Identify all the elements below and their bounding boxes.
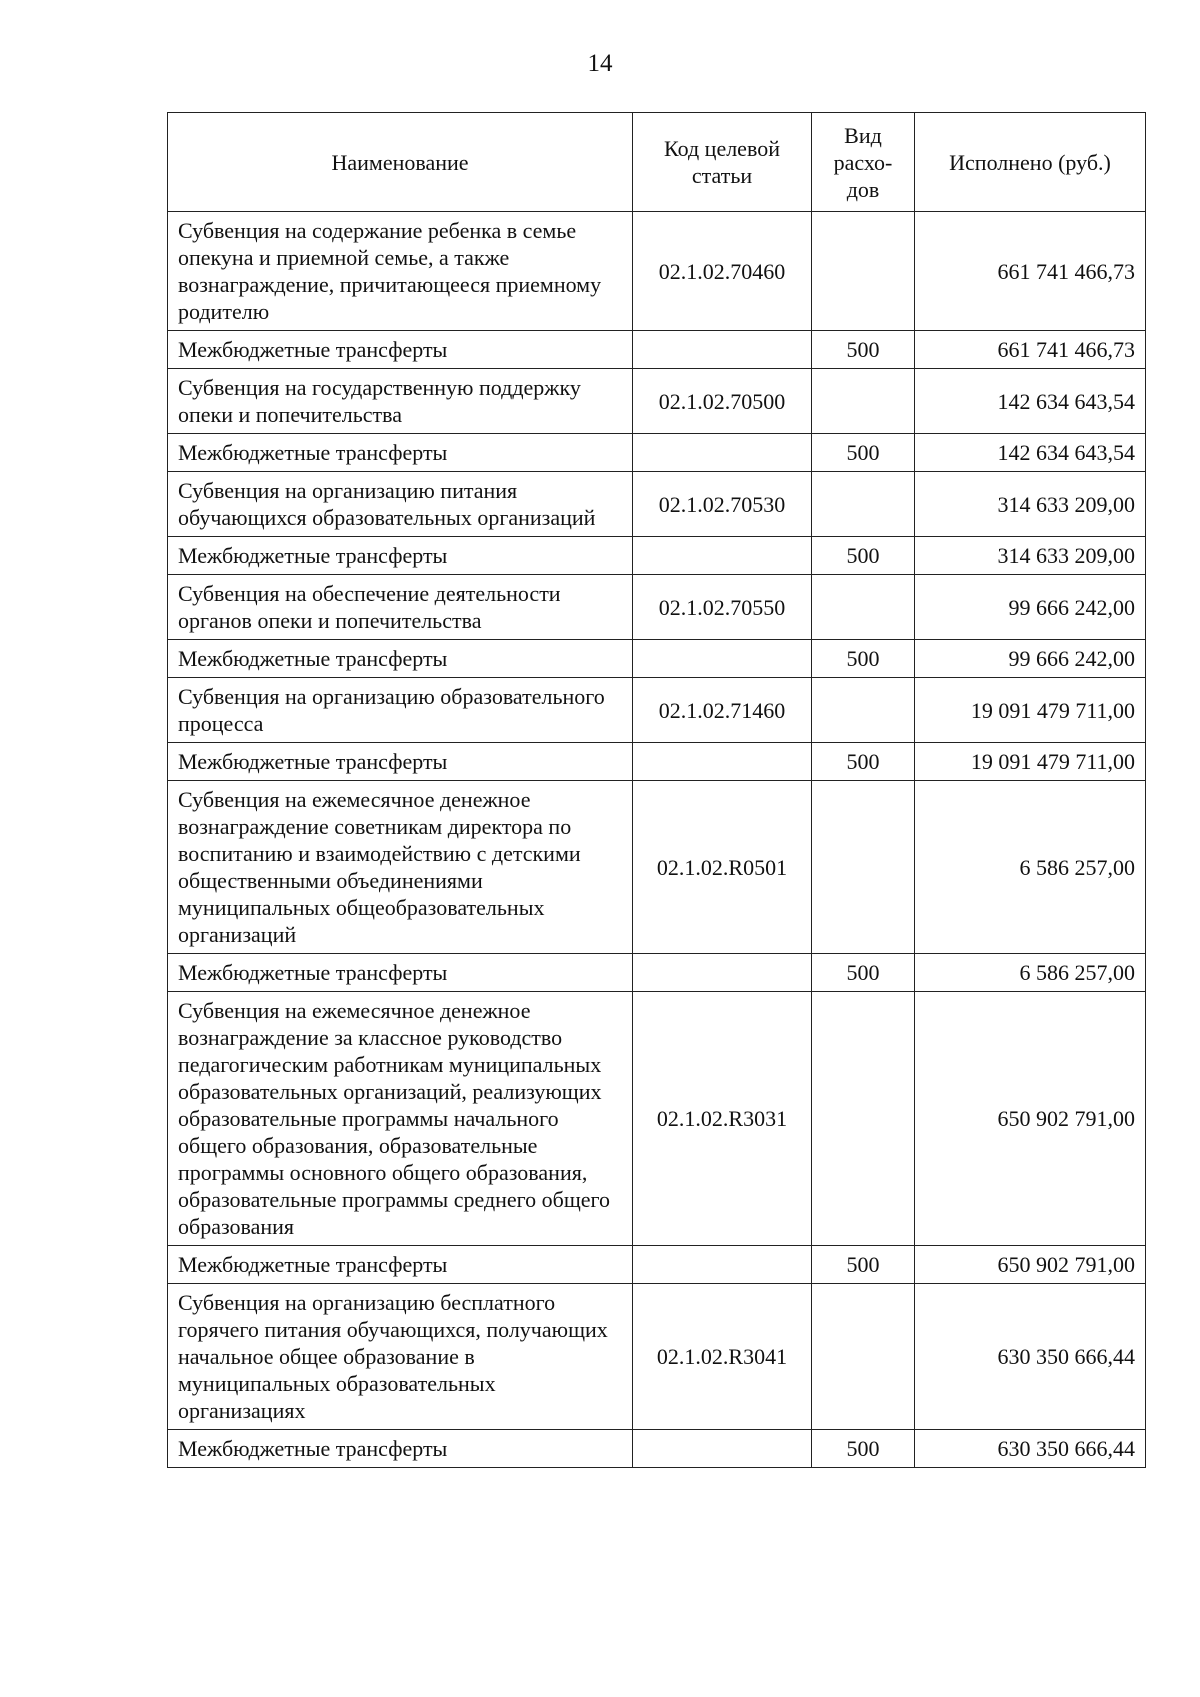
cell-amount: 661 741 466,73: [915, 331, 1146, 369]
cell-amount: 142 634 643,54: [915, 369, 1146, 434]
cell-code: [633, 434, 812, 472]
budget-execution-table: [167, 112, 1146, 1468]
table-body: [168, 212, 1146, 1468]
cell-expense-type: [812, 992, 915, 1246]
cell-code: [633, 954, 812, 992]
cell-name: Межбюджетные трансферты: [168, 331, 633, 369]
cell-amount: 142 634 643,54: [915, 434, 1146, 472]
cell-name: Межбюджетные трансферты: [168, 537, 633, 575]
cell-code: [633, 1430, 812, 1468]
table-row: [168, 640, 1146, 678]
table-row: [168, 678, 1146, 743]
cell-code: 02.1.02.71460: [633, 678, 812, 743]
table-row: [168, 743, 1146, 781]
cell-name: Субвенция на организацию питания обучающихся образовательных организаций: [168, 472, 633, 537]
cell-code: 02.1.02.R0501: [633, 781, 812, 954]
table-row: [168, 781, 1146, 954]
cell-amount: 630 350 666,44: [915, 1430, 1146, 1468]
table-row: [168, 537, 1146, 575]
table-row: [168, 1430, 1146, 1468]
header-sum: Исполнено (руб.): [915, 113, 1146, 212]
cell-expense-type: [812, 575, 915, 640]
cell-code: [633, 537, 812, 575]
table-row: [168, 472, 1146, 537]
cell-expense-type: 500: [812, 954, 915, 992]
cell-name: Субвенция на ежемесячное денежное вознаграждение советникам директора по воспитанию и взаимодействию с детскими общественными объединениями муниципальных общеобразовательных организаций: [168, 781, 633, 954]
cell-name: Межбюджетные трансферты: [168, 640, 633, 678]
header-name: Наименование: [168, 113, 633, 212]
cell-expense-type: [812, 212, 915, 331]
cell-code: 02.1.02.R3041: [633, 1284, 812, 1430]
cell-expense-type: 500: [812, 1246, 915, 1284]
table-row: [168, 575, 1146, 640]
cell-name: Субвенция на организацию бесплатного горячего питания обучающихся, получающих начальное общее образование в муниципальных образовательных организациях: [168, 1284, 633, 1430]
cell-amount: 99 666 242,00: [915, 575, 1146, 640]
cell-code: [633, 743, 812, 781]
cell-expense-type: 500: [812, 640, 915, 678]
cell-code: 02.1.02.70460: [633, 212, 812, 331]
cell-amount: 314 633 209,00: [915, 537, 1146, 575]
table-row: [168, 212, 1146, 331]
cell-code: [633, 1246, 812, 1284]
cell-expense-type: 500: [812, 434, 915, 472]
cell-expense-type: [812, 369, 915, 434]
table-row: [168, 434, 1146, 472]
cell-amount: 661 741 466,73: [915, 212, 1146, 331]
cell-code: 02.1.02.70530: [633, 472, 812, 537]
cell-amount: 19 091 479 711,00: [915, 678, 1146, 743]
cell-amount: 650 902 791,00: [915, 992, 1146, 1246]
cell-expense-type: [812, 678, 915, 743]
cell-amount: 19 091 479 711,00: [915, 743, 1146, 781]
table-row: [168, 1284, 1146, 1430]
cell-expense-type: 500: [812, 743, 915, 781]
cell-name: Субвенция на обеспечение деятельности органов опеки и попечительства: [168, 575, 633, 640]
cell-name: Межбюджетные трансферты: [168, 743, 633, 781]
cell-expense-type: 500: [812, 537, 915, 575]
page-number: 14: [587, 50, 613, 77]
table-row: [168, 992, 1146, 1246]
cell-code: 02.1.02.70550: [633, 575, 812, 640]
cell-amount: 650 902 791,00: [915, 1246, 1146, 1284]
cell-expense-type: 500: [812, 331, 915, 369]
cell-code: 02.1.02.R3031: [633, 992, 812, 1246]
cell-amount: 314 633 209,00: [915, 472, 1146, 537]
cell-expense-type: [812, 1284, 915, 1430]
header-type: Вид расхо-дов: [812, 113, 915, 212]
table-row: [168, 1246, 1146, 1284]
header-code: Код целевой статьи: [633, 113, 812, 212]
table-row: [168, 954, 1146, 992]
cell-expense-type: [812, 781, 915, 954]
cell-name: Субвенция на ежемесячное денежное вознаграждение за классное руководство педагогическим работникам муниципальных образовательных организаций, реализующих образовательные программы начального общего образования, образовательные программы основного общего образования, образовательные программы среднего общего образования: [168, 992, 633, 1246]
cell-code: [633, 640, 812, 678]
table-header-row: [168, 113, 1146, 212]
cell-name: Межбюджетные трансферты: [168, 954, 633, 992]
table-row: [168, 369, 1146, 434]
cell-expense-type: [812, 472, 915, 537]
cell-expense-type: 500: [812, 1430, 915, 1468]
cell-name: Субвенция на организацию образовательного процесса: [168, 678, 633, 743]
cell-name: Субвенция на содержание ребенка в семье опекуна и приемной семье, а также вознаграждение, причитающееся приемному родителю: [168, 212, 633, 331]
cell-amount: 6 586 257,00: [915, 954, 1146, 992]
cell-name: Межбюджетные трансферты: [168, 1246, 633, 1284]
cell-amount: 99 666 242,00: [915, 640, 1146, 678]
cell-code: 02.1.02.70500: [633, 369, 812, 434]
cell-code: [633, 331, 812, 369]
cell-amount: 6 586 257,00: [915, 781, 1146, 954]
table-row: [168, 331, 1146, 369]
cell-name: Межбюджетные трансферты: [168, 434, 633, 472]
cell-name: Межбюджетные трансферты: [168, 1430, 633, 1468]
cell-amount: 630 350 666,44: [915, 1284, 1146, 1430]
cell-name: Субвенция на государственную поддержку опеки и попечительства: [168, 369, 633, 434]
